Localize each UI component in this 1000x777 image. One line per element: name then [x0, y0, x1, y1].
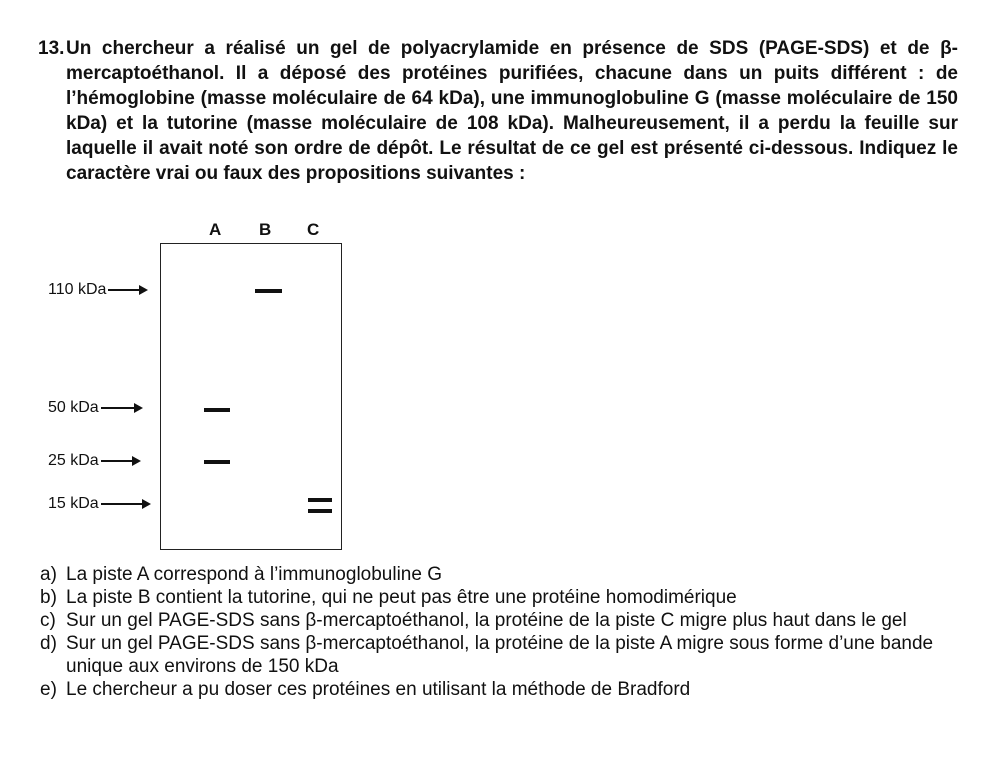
answer-c [40, 609, 960, 632]
answer-letter: d) [40, 633, 57, 654]
answer-letter: e) [40, 679, 57, 700]
right-arrow-icon [101, 498, 151, 510]
marker-label: 25 kDa [48, 452, 99, 469]
right-arrow-icon [101, 455, 141, 467]
answer-letter: c) [40, 610, 56, 631]
gel-box [160, 243, 342, 550]
gel-band-lane-b [255, 289, 282, 293]
gel-band-lane-c [308, 509, 332, 513]
marker-label: 110 kDa [48, 281, 107, 298]
answer-d [40, 632, 960, 678]
marker-25-kda [48, 451, 141, 471]
answer-a [40, 563, 960, 586]
marker-label: 50 kDa [48, 399, 99, 416]
answer-text: La piste A correspond à l’immunoglobuline G [66, 564, 443, 585]
marker-label: 15 kDa [48, 495, 99, 512]
marker-50-kda [48, 398, 143, 418]
gel-band-lane-a [204, 460, 230, 464]
right-arrow-icon [108, 284, 148, 296]
lane-label-c: C [307, 220, 320, 239]
right-arrow-icon [101, 402, 143, 414]
question-number: 13. [38, 38, 65, 59]
answer-text: Sur un gel PAGE-SDS sans β-mercaptoéthanol, la protéine de la piste C migre plus haut dans le gel [66, 610, 907, 631]
lane-label-a: A [209, 220, 222, 239]
question-text: Un chercheur a réalisé un gel de polyacrylamide en présence de SDS (PAGE-SDS) et de β-mercaptoéthanol. Il a déposé des protéines purifiées, chacune dans un puits différent : de l’hémoglobine (masse moléculaire de 64 kDa), une immunoglobuline G (masse moléculaire de 150 kDa) et la tutorine (masse moléculaire de 108 kDa). Malheureusement, il a perdu la feuille sur laquelle il avait noté son ordre de dépôt. Le résultat de ce gel est présenté ci-dessous. Indiquez le caractère vrai ou faux des propositions suivantes : [66, 38, 958, 184]
answer-letter: b) [40, 587, 57, 608]
question-block [38, 36, 958, 186]
answer-text: Le chercheur a pu doser ces protéines en utilisant la méthode de Bradford [66, 679, 691, 700]
answer-letter: a) [40, 564, 57, 585]
gel-band-lane-c [308, 498, 332, 502]
answer-b [40, 586, 960, 609]
gel-band-lane-a [204, 408, 230, 412]
answers-list [40, 563, 960, 701]
answer-text: La piste B contient la tutorine, qui ne peut pas être une protéine homodimérique [66, 587, 737, 608]
lane-label-b: B [259, 220, 272, 239]
answer-e [40, 678, 960, 701]
marker-15-kda [48, 494, 151, 514]
answer-text: Sur un gel PAGE-SDS sans β-mercaptoéthanol, la protéine de la piste A migre sous forme d’une bande unique aux environs de 150 kDa [66, 633, 934, 677]
marker-110-kda [48, 280, 148, 300]
